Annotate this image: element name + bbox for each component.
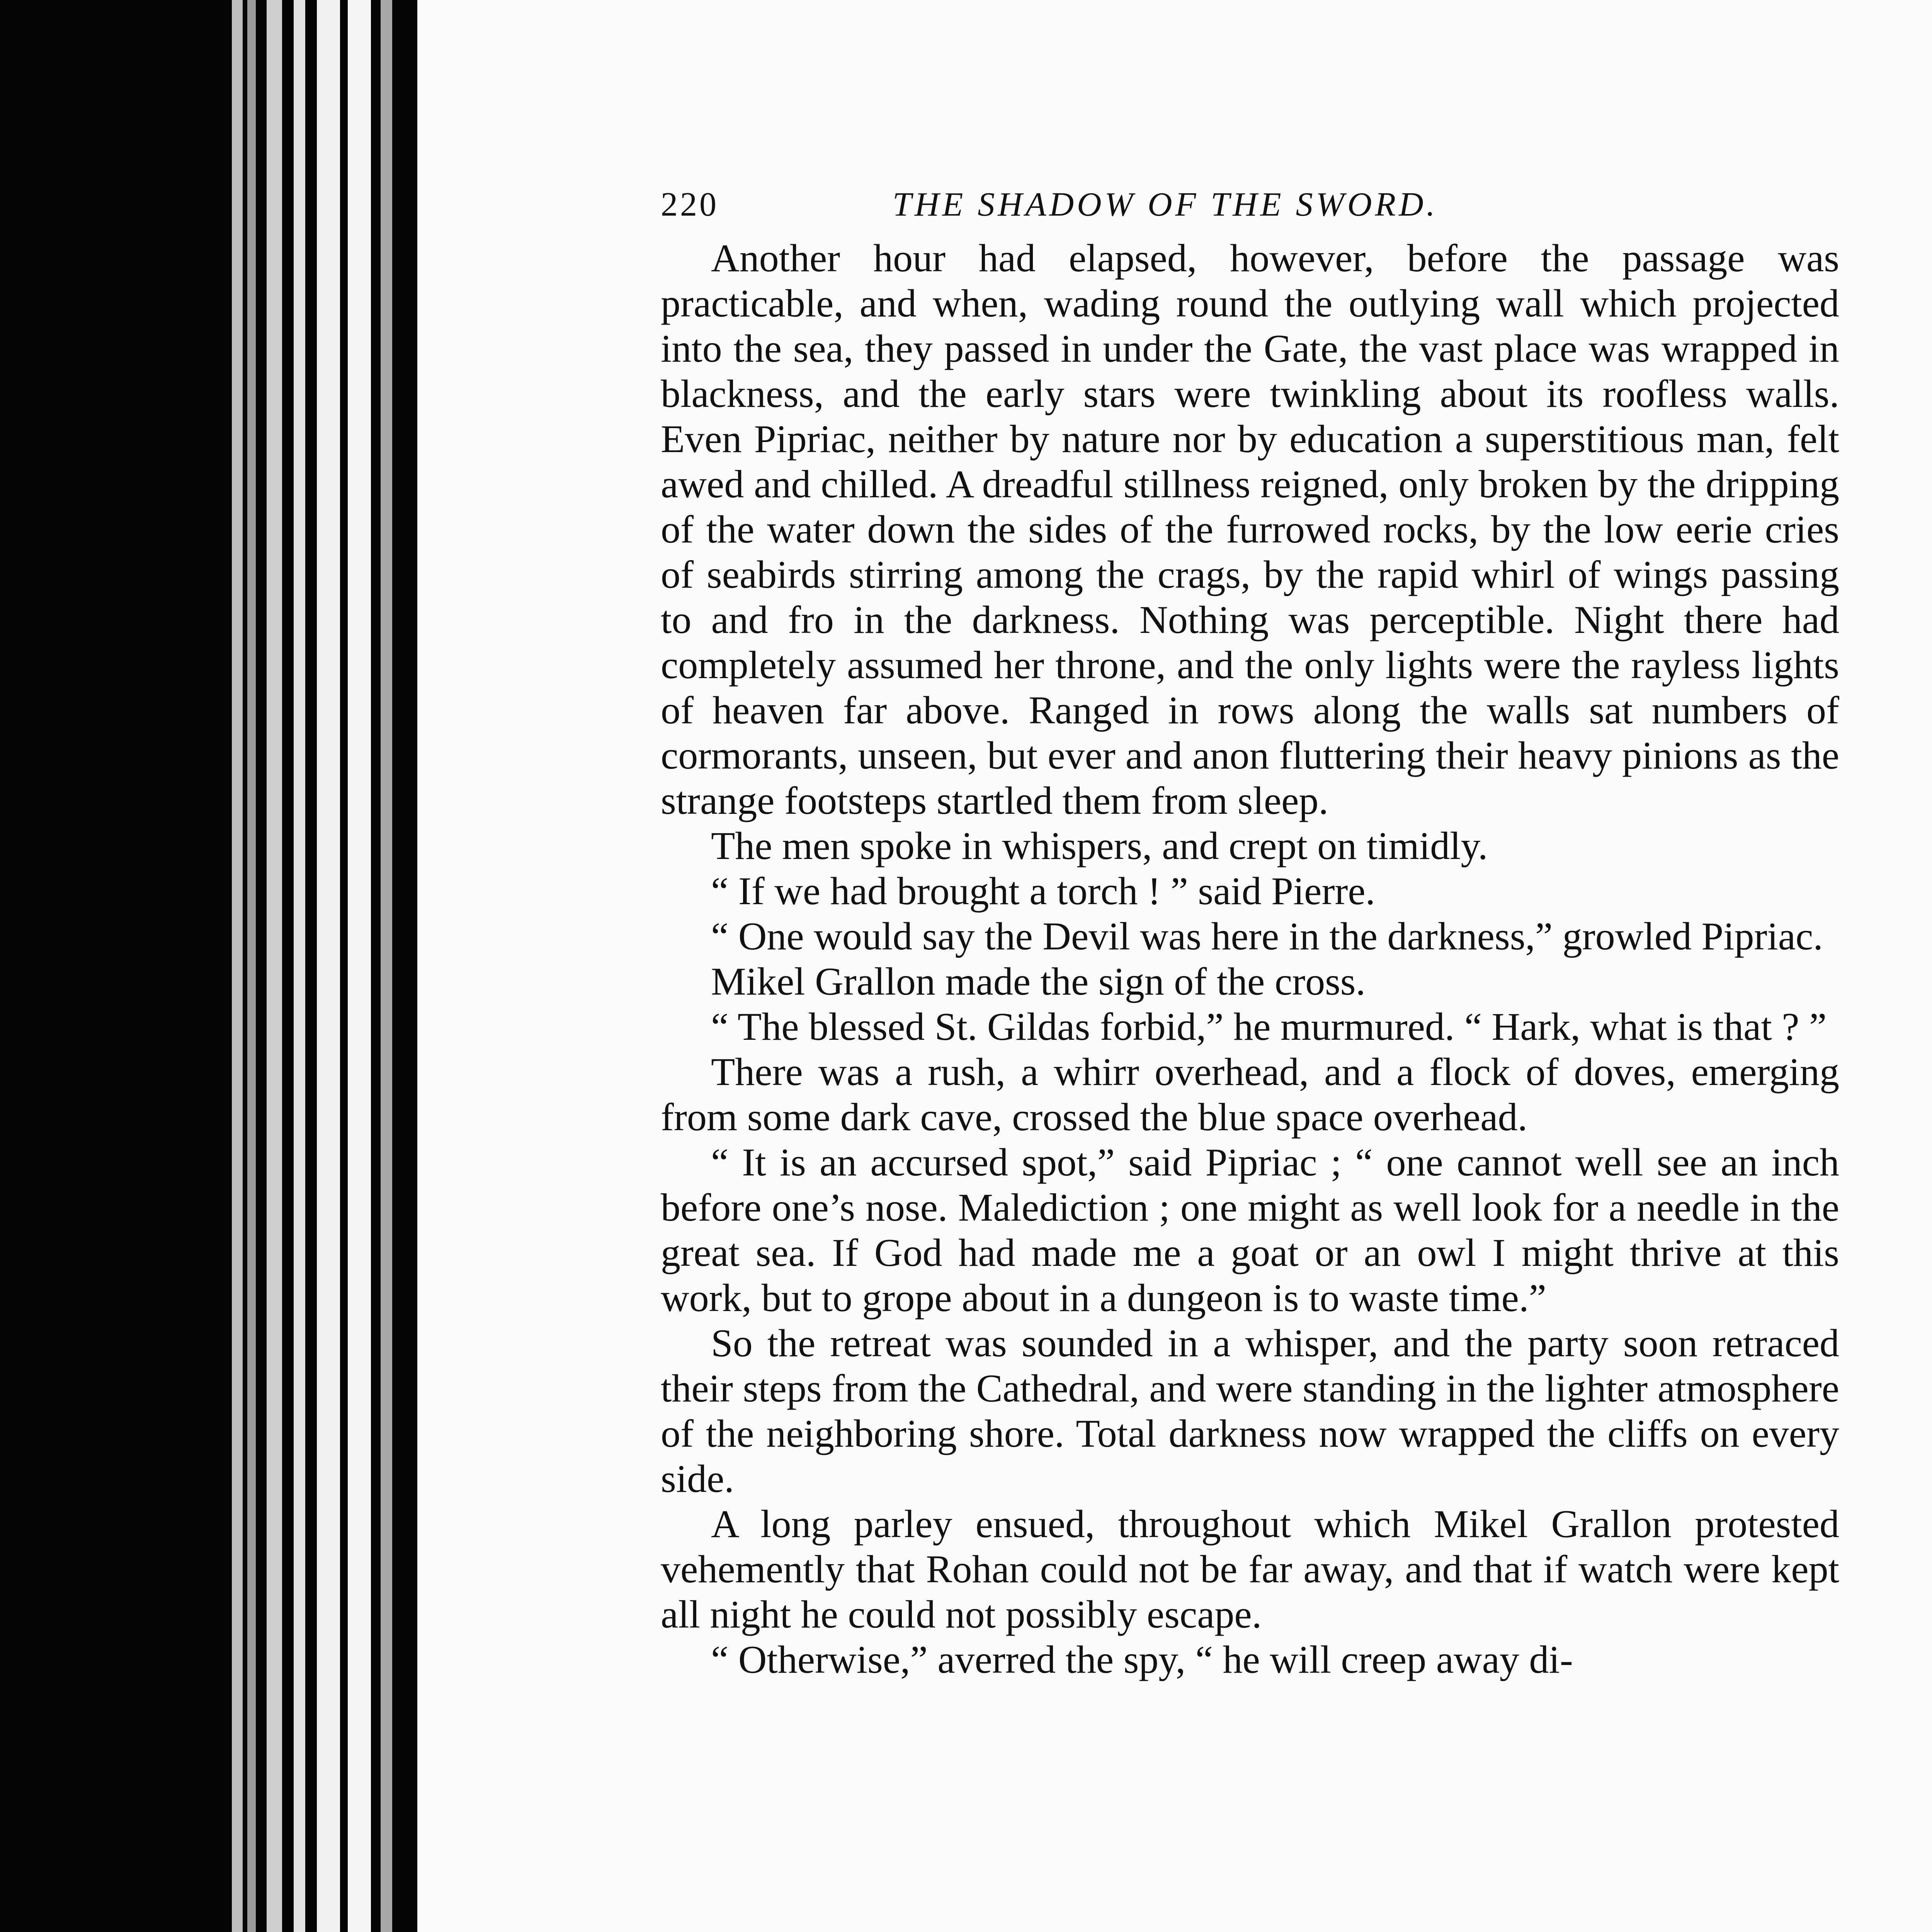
paragraph: Another hour had elapsed, however, before the passage was practicable, and when, wading round the outlying wall which projected into the sea, they passed in under the Gate, the vast place was wrapped in blackness, and the early stars were twinkling about its roofless walls. Even Pipriac, neither by nature nor by education a superstitious man, felt awed and chilled. A dreadful stillness reigned, only broken by the dripping of the water down the sides of the furrowed rocks, by the low eerie cries of seabirds stirring among the crags, by the rapid whirl of wings passing to and fro in the darkness. Nothing was perceptible. Night there had completely assumed her throne, and the only lights were the rayless lights of heaven far above. Ranged in rows along the walls sat numbers of cormorants, unseen, but ever and anon fluttering their heavy pinions as the strange footsteps startled them from sleep. [661, 236, 1839, 823]
page-edge [317, 0, 340, 1932]
page-edge [381, 0, 392, 1932]
paragraph: So the retreat was sounded in a whisper, and the party soon retraced their steps from the Cathedral, and were standing in the lighter atmosphere of the neighboring shore. Total darkness now wrapped the cliffs on every side. [661, 1321, 1839, 1501]
body-text [661, 236, 1839, 1682]
book-title: THE SHADOW OF THE SWORD. [893, 186, 1438, 223]
paragraph: A long parley ensued, throughout which Mikel Grallon protested vehemently that Rohan could not be far away, and that if watch were kept all night he could not possibly escape. [661, 1502, 1839, 1636]
page-edge [247, 0, 256, 1932]
page-edge [348, 0, 371, 1932]
paragraph: “ The blessed St. Gildas forbid,” he murmured. “ Hark, what is that ? ” [711, 1005, 1827, 1049]
paragraph: “ It is an accursed spot,” said Pipriac ; “ one cannot well see an inch before one’s nose. Malediction ; one might as well look for a needle in the great sea. If God had made me a goat or an owl I might thrive at this work, but to grope about in a dungeon is to waste time.” [661, 1141, 1839, 1320]
book-page [417, 0, 1932, 1932]
paragraph: “ One would say the Devil was here in the darkness,” growled Pipriac. [711, 915, 1823, 958]
running-head [661, 182, 1839, 228]
page-edge [294, 0, 305, 1932]
page-number: 220 [661, 186, 719, 223]
page-edge [232, 0, 243, 1932]
paragraph: “ If we had brought a torch ! ” said Pierre. [711, 869, 1376, 913]
page-content [661, 182, 1839, 1682]
paragraph: “ Otherwise,” averred the spy, “ he will creep away di- [711, 1638, 1573, 1682]
paragraph: The men spoke in whispers, and crept on timidly. [711, 824, 1488, 868]
paragraph: Mikel Grallon made the sign of the cross. [711, 960, 1366, 1003]
page-edge [267, 0, 282, 1932]
paragraph: There was a rush, a whirr overhead, and a flock of doves, emerging from some dark cave, crossed the blue space overhead. [661, 1050, 1839, 1139]
